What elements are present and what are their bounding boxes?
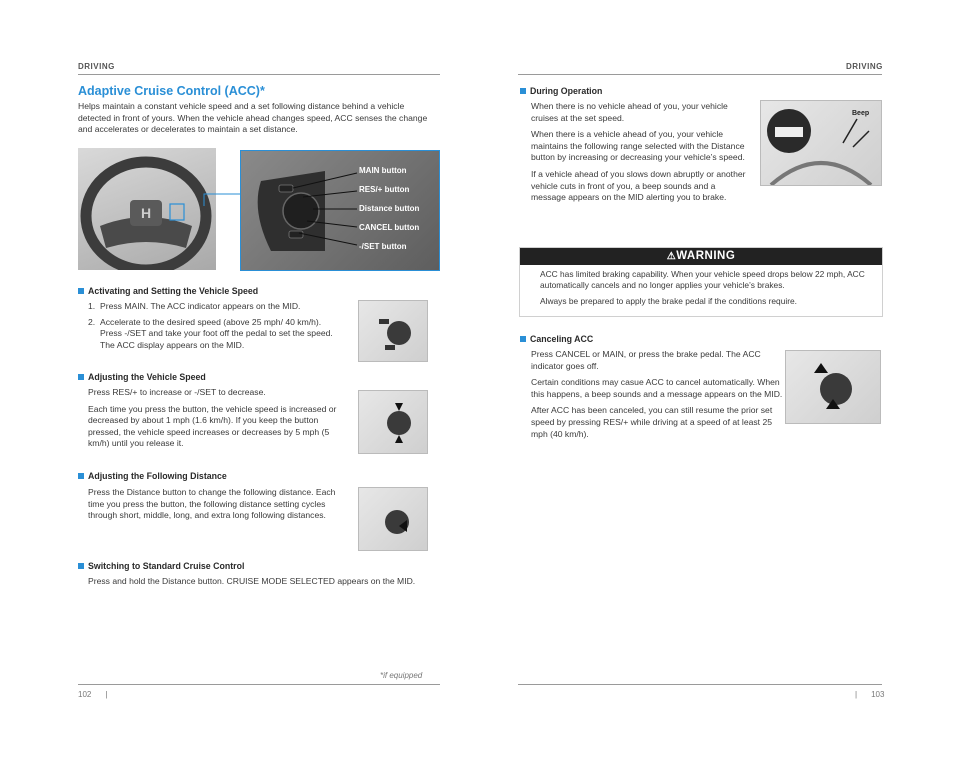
heading-text: Activating and Setting the Vehicle Speed (88, 286, 259, 296)
svg-text:H: H (140, 205, 152, 221)
heading-text: Canceling ACC (530, 334, 594, 344)
heading-text: During Operation (530, 86, 603, 96)
list-item (88, 301, 338, 313)
bullet-square-icon (78, 563, 84, 569)
callout-set-button: -/SET button (359, 242, 407, 251)
heading-text: Switching to Standard Cruise Control (88, 561, 245, 571)
left-header-rule (78, 74, 440, 75)
page-number-left (78, 690, 107, 699)
callout-connector (200, 150, 242, 210)
step-number: 2. (88, 316, 96, 327)
paragraph: Press RES/+ to increase or -/SET to decrease. (88, 387, 266, 397)
bullet-square-icon (78, 374, 84, 380)
warning-box (519, 247, 883, 317)
warning-bar (520, 248, 882, 265)
callout-cancel-button: CANCEL button (359, 223, 420, 232)
step-text: Press MAIN. The ACC indicator appears on the MID. (100, 301, 301, 311)
wheel-thumbnail-distance (358, 487, 428, 551)
activating-steps (88, 301, 338, 355)
adjust-distance-text (88, 487, 338, 527)
intro-text: Helps maintain a constant vehicle speed and a set following distance behind a vehicle detected in front of yours. When the vehicle ahead changes speed, ACC senses the change and accelerates or decelerates to maintain a set distance. (78, 101, 428, 135)
left-header: DRIVING (78, 62, 115, 71)
step-text: Accelerate to the desired speed (above 25 mph/ 40 km/h). Press -/SET and take your foot off the pedal to set the speed. The ACC display appears on the MID. (100, 316, 333, 350)
canceling-text (531, 349, 783, 445)
heading-text: Adjusting the Following Distance (88, 471, 227, 481)
bullet-square-icon (520, 336, 526, 342)
callout-res-button: RES/+ button (359, 185, 410, 194)
page-number-right (855, 690, 884, 699)
callout-main-button: MAIN button (359, 166, 407, 175)
bullet-square-icon (520, 88, 526, 94)
paragraph: When there is no vehicle ahead of you, your vehicle cruises at the set speed. (531, 101, 728, 123)
warning-triangle-icon: ⚠ (666, 251, 677, 262)
paragraph: After ACC has been canceled, you can still resume the prior set speed by pressing RES/+ while driving at a speed of at least 25 mph (40 km/h). (531, 405, 773, 439)
paragraph: Always be prepared to apply the brake pedal if the conditions require. (540, 296, 797, 306)
page-number: 102 (78, 690, 92, 699)
wheel-thumbnail-cancel (785, 350, 881, 424)
section-heading-during (520, 86, 602, 96)
during-text (531, 101, 751, 209)
section-heading-activating (78, 286, 258, 296)
adjust-speed-text (88, 387, 340, 455)
page-separator: | (855, 690, 858, 699)
heading-text: Adjusting the Vehicle Speed (88, 372, 206, 382)
right-footer-rule (518, 684, 882, 685)
paragraph: ACC has limited braking capability. When your vehicle speed drops below 22 mph, ACC automatically cancels and no longer applies your vehicle’s brakes. (540, 269, 865, 290)
section-heading-canceling (520, 334, 593, 344)
section-heading-switching (78, 561, 244, 571)
list-item (88, 317, 338, 352)
right-header: DRIVING (846, 62, 883, 71)
paragraph: Each time you press the button, the vehicle speed is increased or decreased by about 1 mph (1.6 km/h). If you keep the button pressed, the vehicle speed increases or decreases by 5 mph (5 km/h) until you release it. (88, 403, 337, 449)
paragraph: If a vehicle ahead of you slows down abruptly or another vehicle cuts in front of you, a beep sounds and a message appears on the MID alerting you to brake. (531, 168, 746, 203)
section-heading-adjust-speed (78, 372, 206, 382)
bullet-square-icon (78, 473, 84, 479)
step-number: 1. (88, 301, 96, 311)
bullet-square-icon (78, 288, 84, 294)
footnote: *if equipped (380, 671, 423, 680)
switching-text: Press and hold the Distance button. CRUISE MODE SELECTED appears on the MID. (88, 576, 416, 586)
warning-text (520, 265, 882, 307)
warning-label: WARNING (676, 250, 736, 262)
callout-distance-button: Distance button (359, 204, 420, 213)
right-header-rule (518, 74, 882, 75)
steering-wheel-photo (78, 148, 216, 270)
page-separator: | (105, 690, 108, 699)
wheel-thumbnail-main-set (358, 300, 428, 362)
page-title: Adaptive Cruise Control (ACC)* (78, 84, 265, 98)
beep-label: Beep (852, 110, 870, 117)
wheel-thumbnail-res-set (358, 390, 428, 454)
page-number: 103 (871, 690, 885, 699)
paragraph: When there is a vehicle ahead of you, your vehicle maintains the following range selected with the Distance button by increasing or decreasing your vehicle’s speed. (531, 129, 745, 163)
paragraph: Certain conditions may casue ACC to cancel automatically. When this happens, a beep sounds and a message appears on the MID. (531, 377, 783, 399)
left-footer-rule (78, 684, 440, 685)
section-heading-adjust-distance (78, 471, 227, 481)
paragraph: Press the Distance button to change the following distance. Each time you press the button, the following distance setting cycles through short, middle, long, and extra long following distances. (88, 487, 336, 521)
paragraph: Press CANCEL or MAIN, or press the brake pedal. The ACC indicator goes off. (531, 349, 761, 371)
